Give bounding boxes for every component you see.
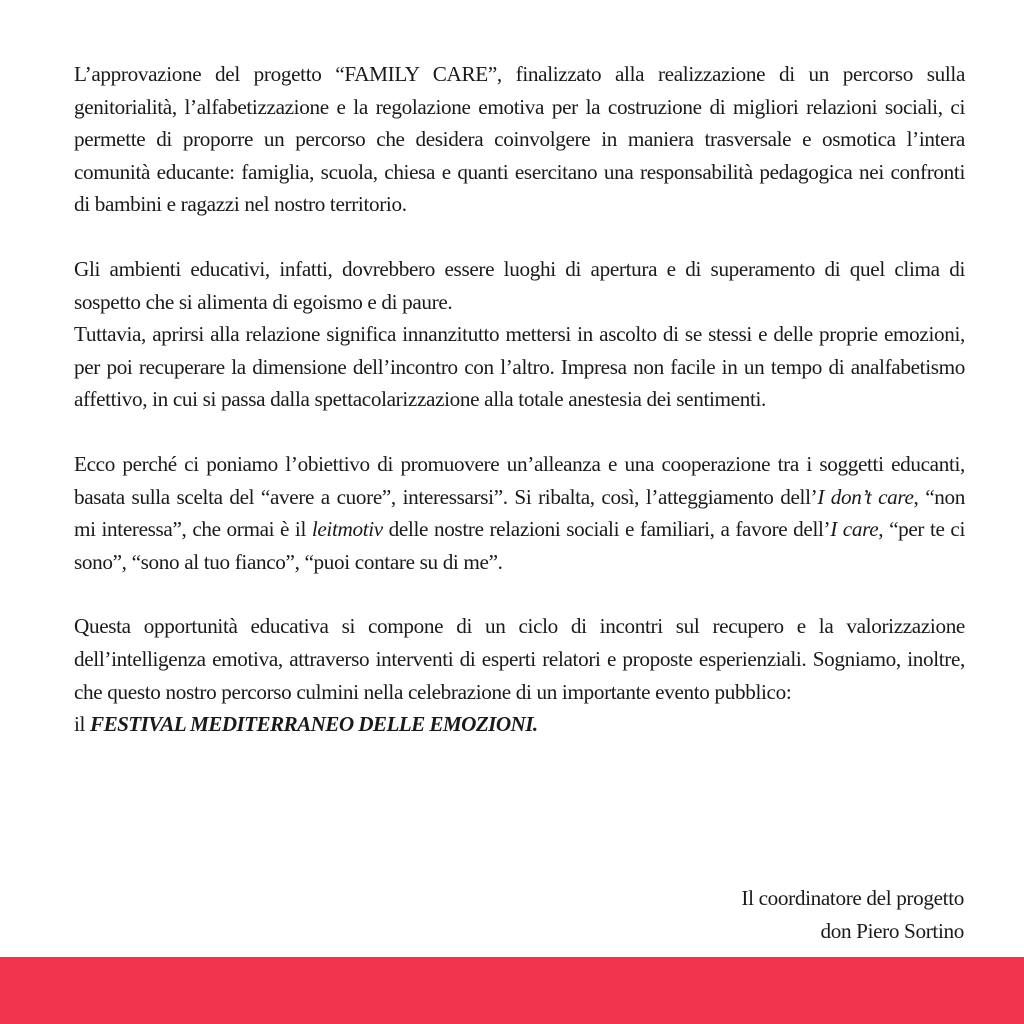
festival-line (74, 708, 965, 741)
italic-i-care: I care (830, 517, 879, 542)
paragraph-educational-environments: Gli ambienti educativi, infatti, dovrebbero essere luoghi di apertura e di superamento di quel clima di sospetto che si alimenta di egoismo e di paure. (74, 256, 965, 314)
document-body (74, 58, 965, 741)
signature-name: don Piero Sortino (820, 918, 964, 943)
italic-leitmotiv: leitmotiv (311, 517, 383, 542)
paragraph-alliance-text-4: , “per te ci sono”, “sono al tuo fianco”, “puoi contare su di me”. (74, 517, 965, 574)
festival-title: FESTIVAL MEDITERRANEO DELLE EMOZIONI. (90, 712, 538, 737)
italic-i-dont-care: I don’t care (817, 484, 914, 509)
signature-block (741, 882, 964, 947)
paragraph-alliance (74, 448, 965, 578)
festival-prefix: il (74, 712, 91, 737)
signature-role: Il coordinatore del progetto (741, 886, 964, 910)
paragraph-alliance-text-3: delle nostre relazioni sociali e familiari, a favore dell’ (382, 517, 831, 542)
paragraph-alliance-text-2: , “non mi interessa”, che ormai è il (74, 484, 965, 542)
footer-color-band (0, 957, 1024, 1024)
paragraph-gap (74, 416, 965, 448)
paragraph-intro: L’approvazione del progetto “FAMILY CARE”, finalizzato alla realizzazione di un percorso sulla genitorialità, l’alfabetizzazione e la regolazione emotiva per la costruzione di migliori relazioni sociali, ci permette di proporre un percorso che desidera coinvolgere in maniera trasversale e osmotica l’intera comunità educante: famiglia, scuola, chiesa e quanti esercitano una responsabilità pedagogica nei confronti di bambini e ragazzi nel nostro territorio. (74, 62, 965, 217)
paragraph-gap (74, 221, 965, 253)
paragraph-gap (74, 578, 965, 610)
paragraph-relationships: Tuttavia, aprirsi alla relazione significa innanzitutto mettersi in ascolto di se stessi e delle proprie emozioni, per poi recuperare la dimensione dell’incontro con l’altro. Impresa non facile in un tempo di analfabetismo affettivo, in cui si passa dalla spettacolarizzazione alla totale anestesia dei sentimenti. (74, 322, 965, 412)
paragraph-opportunity: Questa opportunità educativa si compone di un ciclo di incontri sul recupero e la valorizzazione dell’intelligenza emotiva, attraverso interventi di esperti relatori e proposte esperienziali. Sogniamo, inoltre, che questo nostro percorso culmini nella celebrazione di un importante evento pubblico: (74, 614, 965, 704)
paragraph-alliance-text-1: Ecco perché ci poniamo l’obiettivo di promuovere un’alleanza e una cooperazione tra i soggetti educanti, basata sulla scelta del “avere a cuore”, interessarsi”. Si ribalta, così, l’atteggiamento dell’ (74, 451, 965, 509)
